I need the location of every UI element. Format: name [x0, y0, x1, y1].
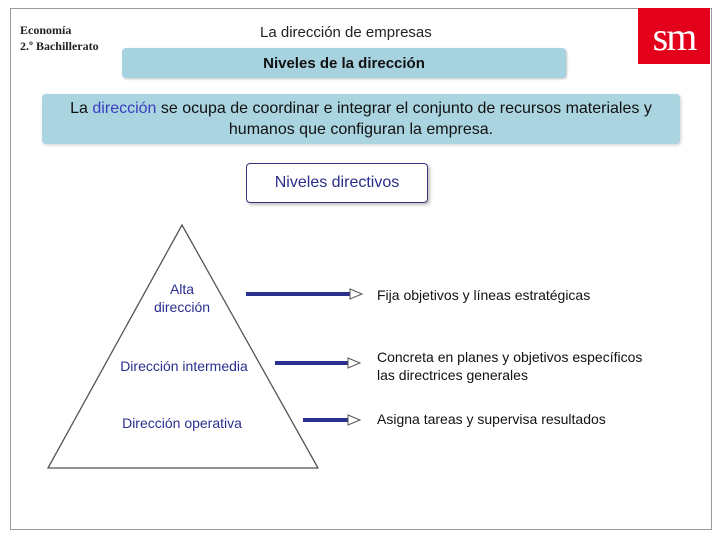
levels-title-box: Niveles directivos	[246, 163, 428, 203]
arrow-2	[275, 358, 360, 368]
level-alta-line2: dirección	[153, 299, 211, 315]
intro-after: se ocupa de coordinar e integrar el conjunto de recursos materiales y humanos que configuran la empresa.	[156, 100, 652, 138]
level-alta-description: Fija objetivos y líneas estratégicas	[377, 287, 591, 303]
arrow-1	[246, 289, 362, 299]
level-intermedia-desc-line2: las directrices generales	[377, 367, 528, 383]
intro-highlight: dirección	[92, 100, 157, 117]
level-operativa-label: Dirección operativa	[122, 415, 242, 431]
level-alta-line1: Alta	[169, 281, 195, 297]
subject-line-1: Economía	[20, 23, 72, 37]
intro-before: La	[70, 100, 93, 117]
level-alta-label	[132, 280, 232, 316]
sm-logo: sm	[638, 8, 710, 64]
subject-line-2: 2.º Bachillerato	[20, 39, 99, 53]
arrow-3	[303, 415, 360, 425]
level-intermedia-label: Dirección intermedia	[120, 358, 248, 374]
level-intermedia-desc-line1: Concreta en planes y objetivos específicos	[377, 349, 643, 365]
slide-title: La dirección de empresas	[260, 24, 432, 41]
level-intermedia-description	[377, 348, 642, 384]
level-operativa-description: Asigna tareas y supervisa resultados	[377, 411, 606, 427]
section-subtitle: Niveles de la dirección	[122, 48, 566, 78]
